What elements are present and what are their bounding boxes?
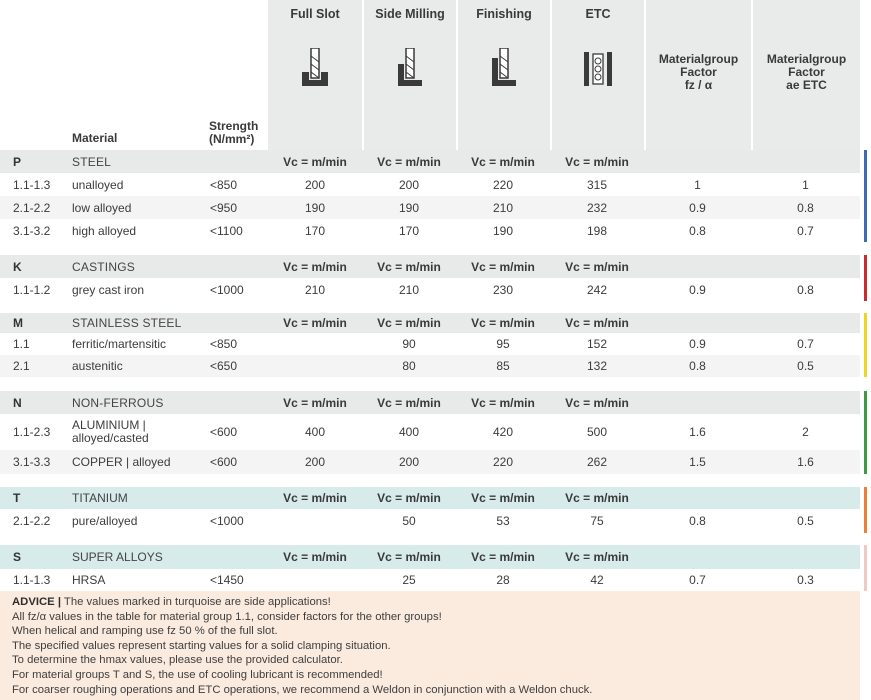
strength-value: <1100: [210, 223, 243, 238]
vc-finishing: 190: [492, 223, 514, 238]
factor-fz: 0.8: [689, 514, 706, 528]
vc-full-slot: [268, 569, 362, 591]
group-row-titanium: [0, 487, 860, 509]
group-name: CASTINGS: [72, 259, 135, 274]
group-row-stainless-steel: [0, 313, 860, 333]
group-name: NON-FERROUS: [72, 395, 164, 410]
factor-ae: 0.5: [797, 359, 814, 373]
material-name: ferritic/martensitic: [72, 337, 167, 351]
vc-label: Vc = m/min: [565, 316, 629, 330]
vc-etc: 315: [586, 177, 608, 192]
group-name: STEEL: [72, 154, 112, 169]
table-row: [0, 278, 860, 301]
group-row-steel: [0, 150, 860, 173]
group-code: K: [13, 259, 22, 274]
vc-label: Vc = m/min: [565, 259, 629, 274]
header-finishing: Finishing: [476, 7, 532, 21]
vc-full-slot: 170: [304, 223, 326, 238]
group-color-bar-titanium: [864, 487, 867, 533]
vc-finishing: 220: [492, 177, 514, 192]
header-strength: Strength (N/mm²): [209, 119, 259, 146]
sub-group: 2.1-2.2: [13, 514, 51, 528]
vc-label: Vc = m/min: [565, 550, 629, 564]
advice-box: [0, 591, 860, 700]
group-code: P: [13, 154, 22, 169]
factor-fz: 1.5: [689, 455, 706, 469]
vc-side-milling: 200: [398, 177, 420, 192]
header-factor-fz: Materialgroup Factor fz / α: [658, 52, 739, 92]
vc-full-slot: 200: [304, 177, 326, 192]
strength-value: <1450: [210, 573, 244, 587]
group-row-castings: [0, 255, 860, 278]
group-code: S: [13, 550, 22, 564]
sub-group: 1.1-1.3: [13, 573, 51, 587]
vc-label: Vc = m/min: [283, 550, 347, 564]
table-row: [0, 173, 860, 196]
vc-full-slot: [268, 333, 362, 355]
header-col-side-milling: [362, 0, 456, 150]
strength-value: <600: [210, 455, 238, 469]
strength-value: <850: [210, 337, 238, 351]
etc-icon: [584, 52, 612, 86]
sub-group: 1.1-1.3: [13, 177, 51, 192]
table-row: [0, 196, 860, 219]
factor-ae: 0.8: [797, 200, 814, 215]
table-row: [0, 355, 860, 377]
header-col-full-slot: [268, 0, 362, 150]
vc-finishing: 28: [496, 573, 510, 587]
advice-label: ADVICE |: [12, 596, 61, 608]
header-side-milling: Side Milling: [375, 7, 445, 21]
vc-label: Vc = m/min: [565, 395, 629, 410]
factor-ae: 0.3: [797, 573, 814, 587]
vc-label: Vc = m/min: [471, 154, 535, 169]
sub-group: 3.1-3.2: [13, 223, 51, 238]
strength-value: <950: [210, 200, 238, 215]
header-full-slot: Full Slot: [290, 7, 340, 21]
advice-line: All fz/α values in the table for material group 1.1, consider factors for the other groups!: [12, 610, 442, 623]
vc-etc: 262: [586, 455, 608, 469]
full-slot-icon: [302, 48, 328, 86]
vc-side-milling: 200: [398, 455, 420, 469]
vc-label: Vc = m/min: [471, 491, 535, 505]
material-name: grey cast iron: [72, 282, 145, 297]
vc-label: Vc = m/min: [471, 550, 535, 564]
group-color-bar-super-alloys: [864, 545, 867, 591]
table-row: [0, 333, 860, 355]
factor-fz: 0.9: [689, 337, 706, 351]
strength-value: <1000: [210, 514, 244, 528]
vc-label: Vc = m/min: [565, 154, 629, 169]
group-color-bar-non-ferrous: [864, 391, 867, 474]
factor-ae: 0.7: [797, 337, 814, 351]
sub-group: 1.1-1.2: [13, 282, 51, 297]
table-row: [0, 450, 860, 474]
vc-label: Vc = m/min: [377, 550, 441, 564]
material-name: low alloyed: [72, 200, 132, 215]
group-row-super-alloys: [0, 545, 860, 569]
factor-fz: 0.8: [689, 359, 706, 373]
strength-value: <650: [210, 359, 238, 373]
vc-label: Vc = m/min: [377, 316, 441, 330]
group-color-bar-steel: [864, 150, 867, 242]
vc-label: Vc = m/min: [377, 491, 441, 505]
vc-full-slot: 200: [304, 455, 326, 469]
vc-side-milling: 170: [398, 223, 420, 238]
vc-etc: 152: [586, 337, 608, 351]
vc-side-milling: 50: [402, 514, 416, 528]
vc-side-milling: 80: [402, 359, 416, 373]
vc-side-milling: 25: [402, 573, 416, 587]
sub-group: 2.1: [13, 359, 30, 373]
group-name: STAINLESS STEEL: [72, 316, 182, 330]
factor-fz: 0.8: [689, 223, 706, 238]
table-row: [0, 569, 860, 591]
strength-value: <850: [210, 177, 238, 192]
vc-label: Vc = m/min: [283, 395, 347, 410]
vc-side-milling: 210: [398, 282, 420, 297]
vc-label: Vc = m/min: [377, 395, 441, 410]
group-code: T: [13, 491, 21, 505]
sub-group: 1.1: [13, 337, 30, 351]
vc-etc: 42: [590, 573, 604, 587]
material-name: austenitic: [72, 359, 123, 373]
vc-finishing: 420: [492, 425, 514, 439]
vc-label: Vc = m/min: [471, 395, 535, 410]
group-code: M: [13, 316, 23, 330]
sub-group: 3.1-3.3: [13, 455, 51, 469]
group-name: SUPER ALLOYS: [72, 550, 163, 564]
vc-side-milling: 400: [398, 425, 420, 439]
vc-label: Vc = m/min: [283, 491, 347, 505]
advice-line: For material groups T and S, the use of cooling lubricant is recommended!: [12, 668, 383, 681]
advice-line: For coarser roughing operations and ETC operations, we recommend a Weldon in conjunction with a Weldon chuck.: [12, 683, 593, 696]
vc-etc: 242: [586, 282, 608, 297]
vc-finishing: 53: [496, 514, 510, 528]
vc-finishing: 95: [496, 337, 510, 351]
sub-group: 1.1-2.3: [13, 425, 51, 439]
vc-label: Vc = m/min: [377, 154, 441, 169]
vc-label: Vc = m/min: [377, 259, 441, 274]
factor-ae: 0.8: [797, 282, 814, 297]
vc-label: Vc = m/min: [471, 316, 535, 330]
advice-line: When helical and ramping use fz 50 % of the full slot.: [12, 625, 278, 638]
header-col-finishing: [456, 0, 550, 150]
vc-label: Vc = m/min: [283, 154, 347, 169]
material-name: high alloyed: [72, 223, 137, 238]
strength-value: <600: [210, 425, 238, 439]
vc-label: Vc = m/min: [283, 316, 347, 330]
factor-ae: 1.6: [797, 455, 814, 469]
factor-fz: 1.6: [689, 425, 706, 439]
advice-line: ADVICE | The values marked in turquoise are side applications!: [12, 596, 331, 608]
advice-line: The specified values represent starting values for a solid clamping situation.: [12, 639, 391, 652]
vc-finishing: 220: [492, 455, 514, 469]
material-name: HRSA: [72, 573, 106, 587]
vc-etc: 75: [590, 514, 604, 528]
factor-fz: 0.7: [689, 573, 706, 587]
material-name: ALUMINIUM | alloyed/casted: [72, 418, 149, 445]
vc-etc: 132: [586, 359, 608, 373]
group-color-bar-stainless: [864, 313, 867, 377]
vc-etc: 198: [586, 223, 608, 238]
table-row: [0, 509, 860, 533]
vc-finishing: 85: [496, 359, 510, 373]
header-factor-ae: Materialgroup Factor ae ETC: [766, 52, 847, 92]
factor-ae: 1: [802, 177, 809, 192]
factor-fz: 0.9: [689, 282, 706, 297]
vc-finishing: 230: [492, 282, 514, 297]
material-name: unalloyed: [72, 177, 124, 192]
factor-ae: 2: [802, 425, 809, 439]
vc-full-slot: 210: [304, 282, 326, 297]
group-row-non-ferrous: [0, 391, 860, 414]
vc-label: Vc = m/min: [565, 491, 629, 505]
vc-full-slot: [268, 355, 362, 377]
header-material: Material: [72, 131, 118, 145]
table-row: [0, 414, 860, 450]
advice-line: To determine the hmax values, please use the provided calculator.: [12, 654, 343, 667]
vc-label: Vc = m/min: [283, 259, 347, 274]
vc-side-milling: 190: [398, 200, 420, 215]
material-name: pure/alloyed: [72, 514, 138, 528]
vc-full-slot: 190: [304, 200, 326, 215]
header-col-etc: [550, 0, 644, 150]
vc-side-milling: 90: [402, 337, 416, 351]
header-etc: ETC: [585, 7, 611, 21]
header-col-factor-fz: [644, 0, 751, 150]
vc-etc: 500: [586, 425, 608, 439]
vc-full-slot: [268, 509, 362, 533]
factor-ae: 0.5: [797, 514, 814, 528]
vc-full-slot: 400: [304, 425, 326, 439]
table-row: [0, 219, 860, 242]
vc-etc: 232: [586, 200, 608, 215]
material-name: COPPER | alloyed: [72, 455, 171, 469]
group-color-bar-castings: [864, 255, 867, 301]
group-code: N: [13, 395, 22, 410]
factor-fz: 1: [694, 177, 701, 192]
header-col-factor-ae: [751, 0, 860, 150]
sub-group: 2.1-2.2: [13, 200, 51, 215]
group-name: TITANIUM: [72, 491, 128, 505]
finishing-icon: [492, 48, 516, 86]
side-milling-icon: [398, 48, 422, 86]
vc-label: Vc = m/min: [471, 259, 535, 274]
factor-ae: 0.7: [797, 223, 814, 238]
factor-fz: 0.9: [689, 200, 706, 215]
strength-value: <1000: [210, 282, 244, 297]
vc-finishing: 210: [492, 200, 514, 215]
